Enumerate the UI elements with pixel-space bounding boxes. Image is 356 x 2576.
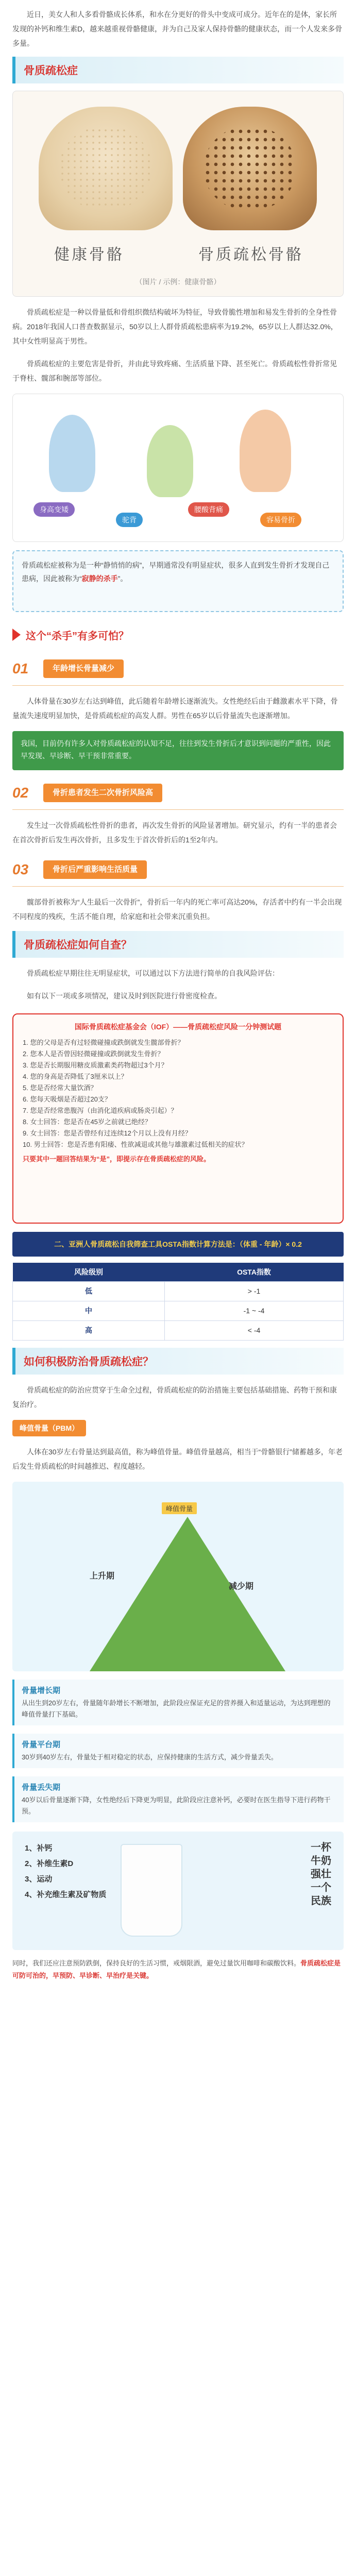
list-item: 2、补维生素D bbox=[25, 1859, 74, 1868]
rise-label: 上升期 bbox=[90, 1571, 115, 1581]
section-header-self-check: 骨质疏松症如何自查？ bbox=[12, 931, 344, 958]
osta-formula-banner: 二、亚洲人骨质疏松自我筛查工具OSTA指数计算方法是：（体重 - 年龄）× 0.2 bbox=[12, 1232, 344, 1257]
test-question: 3. 您是否长期服用糖皮质激素类药物超过3个月？ bbox=[23, 1061, 168, 1069]
test-question: 5. 您是否经常大量饮酒？ bbox=[23, 1084, 97, 1092]
point-02: 02 骨折患者发生二次骨折风险高 bbox=[12, 779, 344, 806]
test-title: 国际骨质疏松症基金会（IOF）——骨质疏松症风险一分钟测试题 bbox=[74, 1023, 282, 1031]
section-header-prevention: 如何积极防治骨质疏松症？ bbox=[12, 1348, 344, 1375]
section-title: 骨质疏松症 bbox=[24, 65, 78, 77]
milk-tips-image bbox=[12, 1832, 344, 1950]
symptom-illustration bbox=[12, 394, 344, 542]
symptom-chip: 驼背 bbox=[116, 513, 143, 527]
stage-card: 骨量平台期 30岁到40岁左右，骨量处于相对稳定的状态，应保持健康的生活方式，减少骨量丢失。 bbox=[12, 1734, 344, 1768]
test-question: 6. 您每天吸烟是否超过20支？ bbox=[23, 1095, 111, 1103]
bone-comparison-image bbox=[12, 91, 344, 297]
healthy-bone-label: 健康骨骼 bbox=[54, 246, 124, 264]
pbm-label: 峰值骨量（PBM） bbox=[12, 1420, 86, 1436]
elderly-figure-icon bbox=[147, 425, 193, 497]
iof-risk-test bbox=[12, 1013, 344, 1224]
healthy-bone-illustration bbox=[39, 107, 173, 230]
elderly-figure-icon bbox=[240, 410, 291, 492]
body-paragraph: 骨质疏松症是一种以骨量低和骨组织微结构破坏为特征，导致骨脆性增加和易发生骨折的全身性骨病。2018年我国人口普查数据显示，50岁以上人群骨质疏松患病率为19.2%，65岁以上人群达32.0%，其中女性明显高于男性。 bbox=[12, 308, 338, 345]
list-item: 1、补钙 bbox=[25, 1843, 53, 1853]
symptom-chip: 身高变矮 bbox=[33, 502, 75, 517]
arrow-icon bbox=[12, 629, 21, 641]
list-item: 4、补充维生素及矿物质 bbox=[25, 1890, 107, 1899]
body-paragraph: 发生过一次骨质疏松性骨折的患者，再次发生骨折的风险显著增加。研究显示，约有一半的患者会在首次骨折后发生再次骨折，且多发生于首次骨折后的1至2年内。 bbox=[12, 821, 337, 844]
silent-killer-note: 骨质疏松症被称为是一种“静悄悄的病”，早期通常没有明显症状，很多人直到发生骨折才发现自己患病，因此被称为“寂静的杀手”。 bbox=[12, 550, 344, 612]
silent-killer-keyword: 寂静的杀手 bbox=[81, 574, 118, 583]
decline-label: 减少期 bbox=[229, 1582, 254, 1591]
footer-note: 同时，我们还应注意预防跌倒，保持良好的生活习惯，戒烟限酒，避免过量饮用咖啡和碳酸饮料。骨质疏松症是可防可治的，早预防、早诊断、早治疗是关键。 bbox=[12, 1959, 341, 1979]
test-question: 2. 您本人是否曾因轻微碰撞或跌倒就发生骨折？ bbox=[23, 1050, 164, 1058]
symptom-chip: 容易骨折 bbox=[260, 513, 301, 527]
test-question: 4. 您的身高是否降低了3厘米以上？ bbox=[23, 1073, 128, 1080]
milk-glass-icon bbox=[121, 1844, 182, 1937]
test-question: 7. 您是否经常患腹泻（由消化道疾病或肠炎引起）？ bbox=[23, 1107, 178, 1114]
intro-paragraph: 近日，美女人和人多看骨骼成长体系，和水在分更好的骨头中变成可成分。近年在的是体，家长所发现的补钙和维生素D，越来越重视骨骼健康，并为自己及家人保持骨骼的健康状态，而一个人发来多骨多量。 bbox=[12, 10, 343, 47]
tips-list bbox=[25, 1841, 106, 1903]
green-note: 我国，目前仍有许多人对骨质疏松症的认知不足，往往到发生骨折后才意识到问题的严重性，因此早发现、早诊断、早干预非常重要。 bbox=[12, 731, 344, 770]
osteoporotic-bone-illustration bbox=[183, 107, 317, 230]
mountain-shape bbox=[90, 1517, 285, 1671]
test-question: 10. 男士回答：您是否患有阳痿、性欲减退或其他与雄激素过低相关的症状？ bbox=[23, 1141, 248, 1148]
table-row: 高 < -4 bbox=[13, 1320, 344, 1340]
osteoporotic-bone-label: 骨质疏松骨骼 bbox=[198, 246, 303, 264]
table-row: 低 > -1 bbox=[13, 1281, 344, 1301]
table-header: 风险级别 bbox=[13, 1263, 165, 1281]
topic-heading: 这个“杀手”有多可怕？ bbox=[12, 623, 344, 646]
point-03: 03 骨折后严重影响生活质量 bbox=[12, 856, 344, 883]
body-paragraph: 骨质疏松症早期往往无明显症状，可以通过以下方法进行简单的自我风险评估： bbox=[27, 969, 279, 977]
body-paragraph: 骨质疏松症的主要危害是骨折，并由此导致疼痛、生活质量下降、甚至死亡。骨质疏松性骨折常见于脊柱、髋部和腕部等部位。 bbox=[12, 360, 337, 382]
test-question: 9. 女士回答：您是否曾经有过连续12个月以上没有月经？ bbox=[23, 1129, 192, 1137]
body-paragraph: 如有以下一项或多项情况，建议及时到医院进行骨密度检查。 bbox=[27, 992, 222, 1000]
section-header-osteoporosis bbox=[12, 57, 344, 83]
peak-bone-mass-illustration bbox=[12, 1482, 344, 1671]
stage-card: 骨量增长期 从出生到20岁左右，骨量随年龄增长不断增加，此阶段应保证充足的营养摄入和适量运动，为达到理想的峰值骨量打下基础。 bbox=[12, 1680, 344, 1725]
milk-slogan: 一杯牛奶强壮一个民族 bbox=[311, 1841, 331, 1907]
stage-card: 骨量丢失期 40岁以后骨量逐渐下降，女性绝经后下降更为明显，此阶段应注意补钙，必要时在医生指导下进行药物干预。 bbox=[12, 1776, 344, 1822]
test-conclusion: 只要其中一题回答结果为“是”，即提示存在骨质疏松症的风险。 bbox=[23, 1155, 211, 1163]
test-question: 1. 您的父母是否有过轻微碰撞或跌倒就发生髋部骨折？ bbox=[23, 1039, 184, 1046]
image-caption: （图片 / 示例：健康骨骼） bbox=[135, 278, 221, 286]
test-question: 8. 女士回答：您是否在45岁之前就已绝经？ bbox=[23, 1118, 151, 1126]
body-paragraph: 骨质疏松症的防治应贯穿于生命全过程，骨质疏松症的防治措施主要包括基础措施、药物干预和康复治疗。 bbox=[12, 1385, 337, 1409]
osta-risk-table bbox=[12, 1263, 344, 1341]
table-row: 中 -1 ~ -4 bbox=[13, 1301, 344, 1320]
elderly-figure-icon bbox=[49, 415, 95, 492]
symptom-chip: 腰酸背痛 bbox=[188, 502, 229, 517]
body-paragraph: 髋部骨折被称为“人生最后一次骨折”，骨折后一年内的死亡率可高达20%，存活者中约有一半会出现不同程度的残疾，生活不能自理，给家庭和社会带来沉重负担。 bbox=[12, 898, 342, 921]
list-item: 3、运动 bbox=[25, 1874, 53, 1884]
peak-flag: 峰值骨量 bbox=[162, 1502, 197, 1514]
body-paragraph: 人体骨量在30岁左右达到峰值，此后随着年龄增长逐渐流失。女性绝经后由于雌激素水平下降，骨量流失速度明显加快，是骨质疏松症的高发人群。男性在65岁以后骨量流失也逐渐增加。 bbox=[12, 697, 338, 720]
table-header: OSTA指数 bbox=[165, 1263, 344, 1281]
point-01: 01 年龄增长骨量减少 bbox=[12, 655, 344, 682]
body-paragraph: 人体在30岁左右骨量达到最高值，称为峰值骨量。峰值骨量越高，相当于“骨骼银行”储蓄越多，年老后发生骨质疏松的时间越推迟、程度越轻。 bbox=[12, 1447, 343, 1470]
